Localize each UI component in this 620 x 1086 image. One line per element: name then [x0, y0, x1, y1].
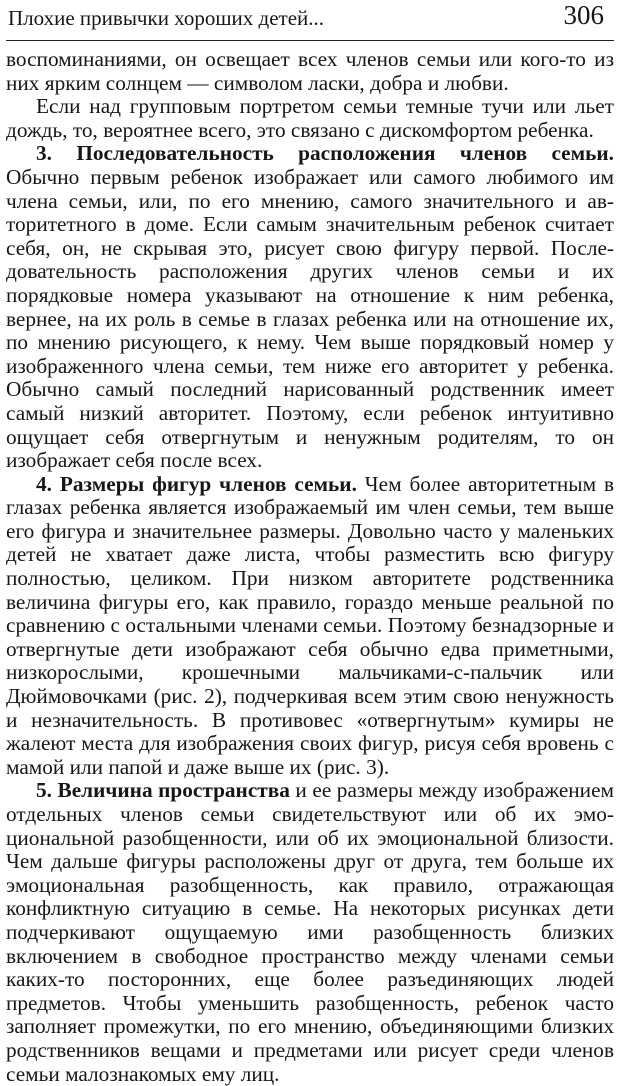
paragraph-heading: 4. Размеры фигур членов семьи.	[36, 471, 357, 496]
paragraph-text: воспоминаниями, он освещает всех членов семьи или кого-то из них ярким солнцем — символом ласки, добра и любви.	[6, 47, 614, 95]
paragraph-text: Обычно первым ребенок изображает или самого любимого им члена семьи, или, по его мнению, самого значительного и авторитетного в доме. Если самым значительным ребенок считает себя, он, не скрывая это, рисует свою фигуру первой. Последовательность расположения других членов семьи и их порядковые номера указывают на отношение к ним ребенка, вернее, на их роль в семье в глазах ребенка или на отношение их, по мнению рисующего, к нему. Чем выше порядковый номер у изображенного члена семьи, тем ниже его авторитет у ребенка. Обычно самый последний нарисованный родственник имеет самый низкий авторитет. Поэтому, если ребенок интуитивно ощущает себя отвергнутым и ненужным родителям, то он изображает себя после всех.	[6, 164, 614, 473]
running-header	[6, 0, 614, 41]
page-number: 306	[563, 0, 604, 30]
paragraph-text: Чем более авторитетным в глазах ребенка является изображаемый им член семьи, тем выше его фигура и значительнее размеры. Довольно часто у маленьких детей не хватает даже листа, чтобы разместить всю фигуру полностью, целиком. При низком авторитете родственника величина фигуры его, как правило, гораздо меньше реальной по сравнению с остальными членами семьи. Поэтому безнадзорные и отвергнутые дети изображают себя обычно едва приметными, низкорослыми, крошечными мальчиками-с-пальчик или Дюймовочками (рис. 2), подчеркивая всем этим свою ненужность и незначительность. В противовес «отвергнутым» кумиры не жалеют места для изображения своих фигур, рисуя себя вровень с мамой или папой и даже выше их (рис. 3).	[6, 471, 614, 779]
paragraph	[6, 95, 614, 142]
paragraph-text: Если над групповым портретом семьи темные тучи или льет дождь, то, вероятнее всего, это связано с дискомфортом ребенка.	[6, 94, 614, 142]
paragraph-continued	[6, 48, 614, 95]
paragraph-text: и ее размеры между изображением отдельных членов семьи свидетельствуют или об их эмоциональной разобщенности, или об их эмоциональной близости. Чем дальше фигуры расположены друг от друга, тем больше их эмоциональная разобщенность, как правило, отражающая конфликтную ситуацию в семье. На некоторых рисунках дети подчеркивают ощущаемую ими разобщенность близких включением в свободное пространство между членами семьи каких-то посторонних, еще более разъединяющих людей предметов. Чтобы уменьшить разобщенность, ребенок часто заполняет промежутки, по его мнению, объединяющими близких родственников вещами и предметами или рисует среди членов семьи малознакомых ему лиц.	[6, 778, 614, 1086]
paragraph-space-size	[6, 779, 614, 1086]
paragraph-sequence	[6, 142, 614, 472]
paragraph-heading: 3. Последовательность расположения членов семьи.	[36, 141, 614, 166]
body-text	[6, 48, 614, 1086]
running-title: Плохие привычки хороших детей...	[8, 6, 325, 30]
paragraph-heading: 5. Величина пространства	[36, 778, 290, 803]
paragraph-figure-sizes	[6, 473, 614, 780]
